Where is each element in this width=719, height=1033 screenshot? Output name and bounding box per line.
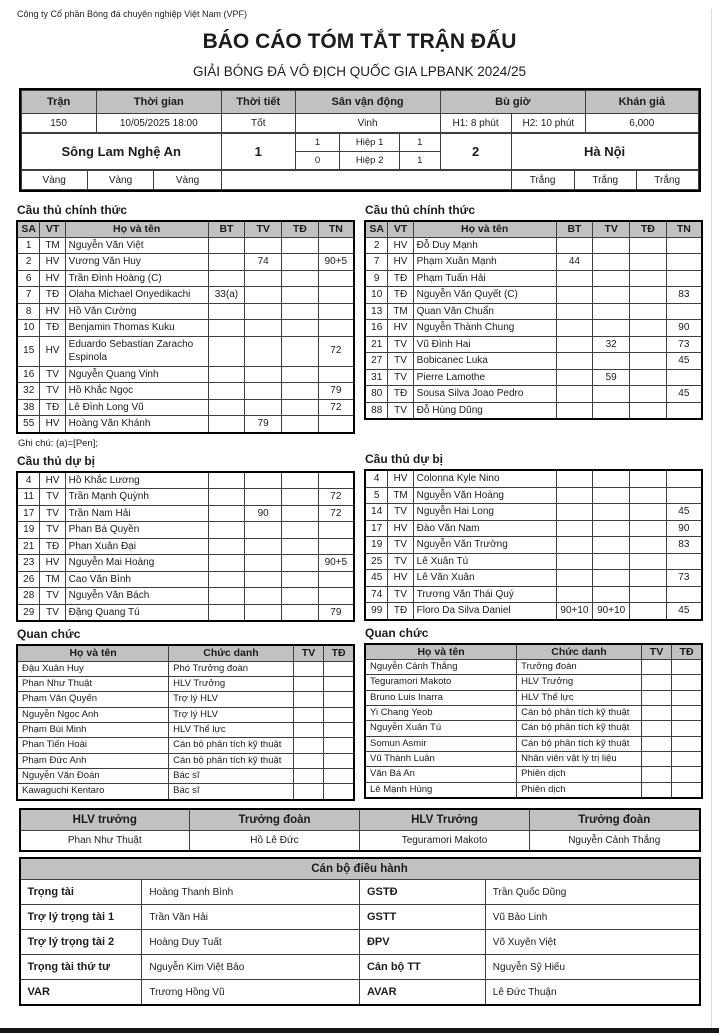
- match-no: 150: [21, 114, 96, 133]
- table-row: 17 HV Đào Văn Nam 90: [365, 520, 702, 537]
- table-row: 2 HV Đỗ Duy Mạnh: [365, 237, 702, 254]
- table-row: 28 TV Nguyễn Văn Bách: [17, 588, 354, 605]
- header-stadium: Sân vận động: [295, 91, 440, 114]
- home-score: 1: [221, 134, 295, 170]
- col-name: Họ và tên: [413, 221, 556, 237]
- table-row: Trợ lý trọng tài 1 Trần Văn Hải GSTT Vũ Bảo Linh: [20, 905, 700, 930]
- col-official-name: Họ và tên: [17, 645, 169, 661]
- away-kit-color-3: Trắng: [636, 171, 698, 190]
- away-subs-table: [364, 469, 703, 621]
- kit-spacer-cell: [221, 171, 511, 190]
- half2-label: Hiệp 2: [340, 152, 400, 170]
- table-row: 32 TV Hồ Khắc Ngọc 79: [17, 383, 354, 400]
- col-tv: TV: [245, 221, 282, 237]
- header-match-no: Trận: [21, 91, 96, 114]
- report-title: BÁO CÁO TÓM TẮT TRẬN ĐẤU: [202, 30, 517, 53]
- half2-away-goals: 1: [399, 152, 440, 170]
- away-starters-title: Cầu thủ chính thức: [365, 203, 476, 217]
- home-officials-table: [16, 644, 355, 801]
- col-vt: VT: [40, 221, 65, 237]
- table-row: Trợ lý trọng tài 2 Hoàng Duy Tuất ĐPV Võ Xuyên Việt: [20, 930, 700, 955]
- table-row: Nguyễn Ngọc Anh Trợ lý HLV: [17, 707, 354, 722]
- home-kit-color-1: Vàng: [21, 171, 87, 190]
- half1-away-goals: 1: [399, 134, 440, 152]
- away-delegation-head-header: Trưởng đoàn: [530, 809, 700, 831]
- table-row: 38 TĐ Lê Đình Long Vũ 72: [17, 399, 354, 416]
- table-row: 17 TV Trần Nam Hải 90 72: [17, 505, 354, 522]
- table-row: Kawaguchi Kentaro Bác sĩ: [17, 784, 354, 800]
- page-edge-line: [711, 9, 712, 1028]
- kit-colors-table: [21, 170, 699, 190]
- table-row: Bruno Luis Inarra HLV Thể lực: [365, 690, 702, 705]
- header-added-time: Bù giờ: [440, 91, 586, 114]
- col-sa: SA: [17, 221, 40, 237]
- score-table: [21, 133, 699, 170]
- match-info-value-row: [21, 114, 698, 133]
- table-row: Nguyễn Cảnh Thắng Trưởng đoàn: [365, 660, 702, 675]
- away-starters-table: [364, 220, 703, 420]
- col-official-td: TĐ: [324, 645, 354, 661]
- col-official-tv: TV: [293, 645, 323, 661]
- table-row: Yi Chang Yeob Cán bộ phân tích kỹ thuật: [365, 706, 702, 721]
- away-head-coach: Teguramori Makoto: [360, 831, 530, 851]
- away-head-coach-header: HLV Trưởng: [360, 809, 530, 831]
- col-official-role: Chức danh: [169, 645, 294, 661]
- match-info-header-row: [21, 91, 698, 114]
- away-kit-color-2: Trắng: [574, 171, 636, 190]
- table-row: 8 HV Hồ Văn Cường: [17, 303, 354, 320]
- table-row: 80 TĐ Sousa Silva Joao Pedro 45: [365, 386, 702, 403]
- table-row: 10 TĐ Nguyễn Văn Quyết (C) 83: [365, 287, 702, 304]
- league-subtitle: GIẢI BÓNG ĐÁ VÔ ĐỊCH QUỐC GIA LPBANK 2024/25: [192, 64, 527, 79]
- table-row: Trọng tài Hoàng Thanh Bình GSTĐ Trần Quốc Dũng: [20, 880, 700, 905]
- away-subs-title: Cầu thủ dự bị: [365, 452, 444, 466]
- header-weather: Thời tiết: [221, 91, 295, 114]
- away-kit-color-1: Trắng: [511, 171, 574, 190]
- match-management-table: [19, 857, 701, 1007]
- table-row: Phạm Bùi Minh HLV Thể lực: [17, 722, 354, 737]
- table-row: 10 TĐ Benjamin Thomas Kuku: [17, 320, 354, 337]
- col-bt: BT: [556, 221, 593, 237]
- col-bt: BT: [208, 221, 245, 237]
- table-row: 7 TĐ Olaha Michael Onyedikachi 33(a): [17, 287, 354, 304]
- half1-home-goals: 1: [295, 134, 340, 152]
- table-row: 16 TV Nguyễn Quang Vinh: [17, 366, 354, 383]
- home-kit-color-3: Vàng: [154, 171, 222, 190]
- table-row: 55 HV Hoàng Văn Khánh 79: [17, 416, 354, 433]
- table-row: 15 HV Eduardo Sebastian Zaracho Espinola 72: [17, 336, 354, 366]
- half1-label: Hiệp 1: [340, 134, 400, 152]
- table-row: 26 TM Cao Văn Bình: [17, 571, 354, 588]
- col-vt: VT: [388, 221, 413, 237]
- table-row: 21 TV Vũ Đình Hai 32 73: [365, 336, 702, 353]
- table-row: Phạm Đức Anh Cán bộ phân tích kỹ thuật: [17, 753, 354, 768]
- col-tn: TN: [666, 221, 702, 237]
- table-row: 27 TV Bobicanec Luka 45: [365, 353, 702, 370]
- table-row: Phan Tiến Hoài Cán bộ phân tích kỹ thuật: [17, 738, 354, 753]
- table-row: 11 TV Trần Mạnh Quỳnh 72: [17, 489, 354, 506]
- team-leaders-table: [19, 808, 701, 852]
- home-team-name: Sông Lam Nghệ An: [21, 134, 221, 170]
- table-row: 13 TM Quan Văn Chuẩn: [365, 303, 702, 320]
- table-row: 4 HV Hồ Khắc Lương: [17, 472, 354, 489]
- home-head-coach-header: HLV trưởng: [20, 809, 190, 831]
- table-row: 4 HV Colonna Kyle Nino: [365, 470, 702, 487]
- home-head-coach: Phan Như Thuật: [20, 831, 190, 851]
- col-td: TĐ: [630, 221, 667, 237]
- match-info-table: [21, 90, 699, 133]
- table-row: Nguyễn Xuân Tú Cán bộ phân tích kỹ thuật: [365, 721, 702, 736]
- table-row: 25 TV Lê Xuân Tú: [365, 553, 702, 570]
- table-row: Lê Mạnh Hùng Phiên dịch: [365, 782, 702, 798]
- table-row: 7 HV Phạm Xuân Mạnh 44: [365, 254, 702, 271]
- teams-columns: [16, 198, 703, 801]
- home-subs-title: Cầu thủ dự bị: [17, 453, 96, 468]
- attendance: 6,000: [586, 114, 698, 133]
- away-delegation-head: Nguyễn Cảnh Thắng: [530, 831, 700, 851]
- table-row: 6 HV Trần Đình Hoàng (C): [17, 270, 354, 287]
- bottom-bar: [0, 1028, 719, 1033]
- table-row: 99 TĐ Floro Da Silva Daniel 90+10 90+10 45: [365, 603, 702, 620]
- home-starters-title: Cầu thủ chính thức: [17, 203, 128, 217]
- company-name: Công ty Cổ phần Bóng đá chuyên nghiệp Việt Nam (VPF): [17, 9, 247, 19]
- table-row: Văn Bá An Phiên dịch: [365, 767, 702, 782]
- home-kit-color-2: Vàng: [87, 171, 153, 190]
- col-official-td: TĐ: [672, 644, 702, 660]
- table-row: Vũ Thành Luân Nhân viên vật lý trị liệu: [365, 752, 702, 767]
- added-time-h2: H2: 10 phút: [511, 114, 585, 133]
- table-row: 1 TM Nguyễn Văn Việt: [17, 237, 354, 254]
- table-row: 2 HV Vương Văn Huy 74 90+5: [17, 254, 354, 271]
- table-row: Phan Như Thuật HLV Trưởng: [17, 676, 354, 691]
- home-starters-table: [16, 220, 355, 434]
- home-officials-title: Quan chức: [17, 627, 81, 641]
- added-time-h1: H1: 8 phút: [440, 114, 511, 133]
- stadium: Vinh: [295, 114, 440, 133]
- table-row: 5 TM Nguyễn Văn Hoàng: [365, 487, 702, 504]
- away-officials-title: Quan chức: [365, 625, 429, 640]
- half2-home-goals: 0: [295, 152, 340, 170]
- table-row: Phạm Văn Quyến Trợ lý HLV: [17, 692, 354, 707]
- col-tv: TV: [593, 221, 630, 237]
- away-team-column: [364, 198, 703, 799]
- table-row: 14 TV Nguyễn Hai Long 45: [365, 504, 702, 521]
- col-official-name: Họ và tên: [365, 644, 517, 660]
- table-row: Nguyễn Văn Đoán Bác sĩ: [17, 768, 354, 783]
- management-band-title: Cán bộ điều hành: [20, 858, 700, 880]
- table-row: 74 TV Trương Văn Thái Quý: [365, 586, 702, 603]
- col-official-tv: TV: [641, 644, 671, 660]
- col-name: Họ và tên: [65, 221, 208, 237]
- away-score: 2: [440, 134, 511, 170]
- table-row: 23 HV Nguyễn Mai Hoàng 90+5: [17, 555, 354, 572]
- home-delegation-head: Hồ Lê Đức: [190, 831, 360, 851]
- table-row: 9 TĐ Phạm Tuấn Hải: [365, 270, 702, 287]
- table-row: 19 TV Phan Bá Quyền: [17, 522, 354, 539]
- table-row: 45 HV Lê Văn Xuân 73: [365, 570, 702, 587]
- footnote: Ghi chú: (a)=[Pen];: [18, 437, 98, 449]
- col-sa: SA: [365, 221, 388, 237]
- table-row: 21 TĐ Phan Xuân Đại: [17, 538, 354, 555]
- col-tn: TN: [318, 221, 354, 237]
- away-team-name: Hà Nội: [511, 134, 698, 170]
- away-officials-table: [364, 643, 703, 800]
- table-row: Trọng tài thứ tư Nguyễn Kim Việt Bảo Cán bộ TT Nguyễn Sỹ Hiếu: [20, 955, 700, 980]
- home-delegation-head-header: Trưởng đoàn: [190, 809, 360, 831]
- match-summary-box: [19, 88, 701, 192]
- table-row: 16 HV Nguyễn Thành Chung 90: [365, 320, 702, 337]
- home-team-column: [16, 198, 355, 801]
- table-row: Teguramori Makoto HLV Trưởng: [365, 675, 702, 690]
- match-time: 10/05/2025 18:00: [96, 114, 221, 133]
- table-row: Somun Asmir Cán bộ phân tích kỹ thuật: [365, 736, 702, 751]
- col-official-role: Chức danh: [517, 644, 642, 660]
- table-row: 88 TV Đỗ Hùng Dũng: [365, 402, 702, 419]
- table-row: 29 TV Đặng Quang Tú 79: [17, 604, 354, 621]
- home-subs-table: [16, 471, 355, 623]
- table-row: Đậu Xuân Huy Phó Trưởng đoàn: [17, 661, 354, 676]
- header-attendance: Khán giả: [586, 91, 698, 114]
- col-td: TĐ: [282, 221, 319, 237]
- weather: Tốt: [221, 114, 295, 133]
- table-row: 31 TV Pierre Lamothe 59: [365, 369, 702, 386]
- header-time: Thời gian: [96, 91, 221, 114]
- table-row: VAR Trương Hồng Vũ AVAR Lê Đức Thuận: [20, 980, 700, 1006]
- table-row: 19 TV Nguyễn Văn Trường 83: [365, 537, 702, 554]
